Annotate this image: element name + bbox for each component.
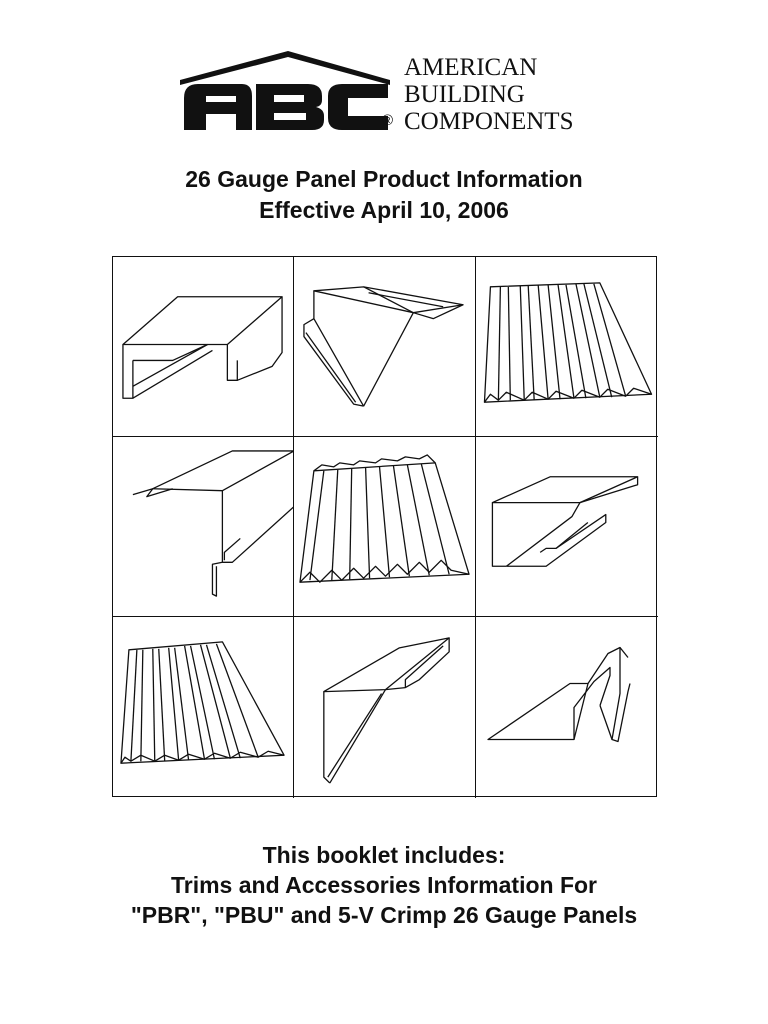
page-title [0,164,768,226]
title-line-1: 26 Gauge Panel Product Information [185,166,583,192]
illustration-eave-trim [113,437,294,617]
illustration-trim-channel [113,257,294,437]
title-line-2: Effective April 10, 2006 [259,197,509,223]
company-line-3: COMPONENTS [404,108,574,135]
footer-line-2: Trims and Accessories Information For [170,872,598,898]
booklet-contents [0,840,768,930]
abc-logo-mark [180,48,395,138]
illustration-ridge-flashing [294,257,476,437]
abc-logo [180,48,620,148]
illustration-base-trim [476,437,658,617]
footer-line-3: "PBR", "PBU" and 5-V Crimp 26 Gauge Panels [130,902,638,928]
illustration-high-side-trim [476,617,658,798]
illustration-pbu-panel [113,617,294,798]
product-illustration-grid [112,256,657,797]
footer-line-1: This booklet includes: [262,842,506,868]
illustration-rake-trim [294,617,476,798]
company-name [404,54,573,135]
registered-mark: ® [382,112,394,129]
company-line-1: AMERICAN [404,54,538,81]
illustration-pbr-panel [476,257,658,437]
illustration-5v-crimp-panel [294,437,476,617]
company-line-2: BUILDING [404,81,525,108]
